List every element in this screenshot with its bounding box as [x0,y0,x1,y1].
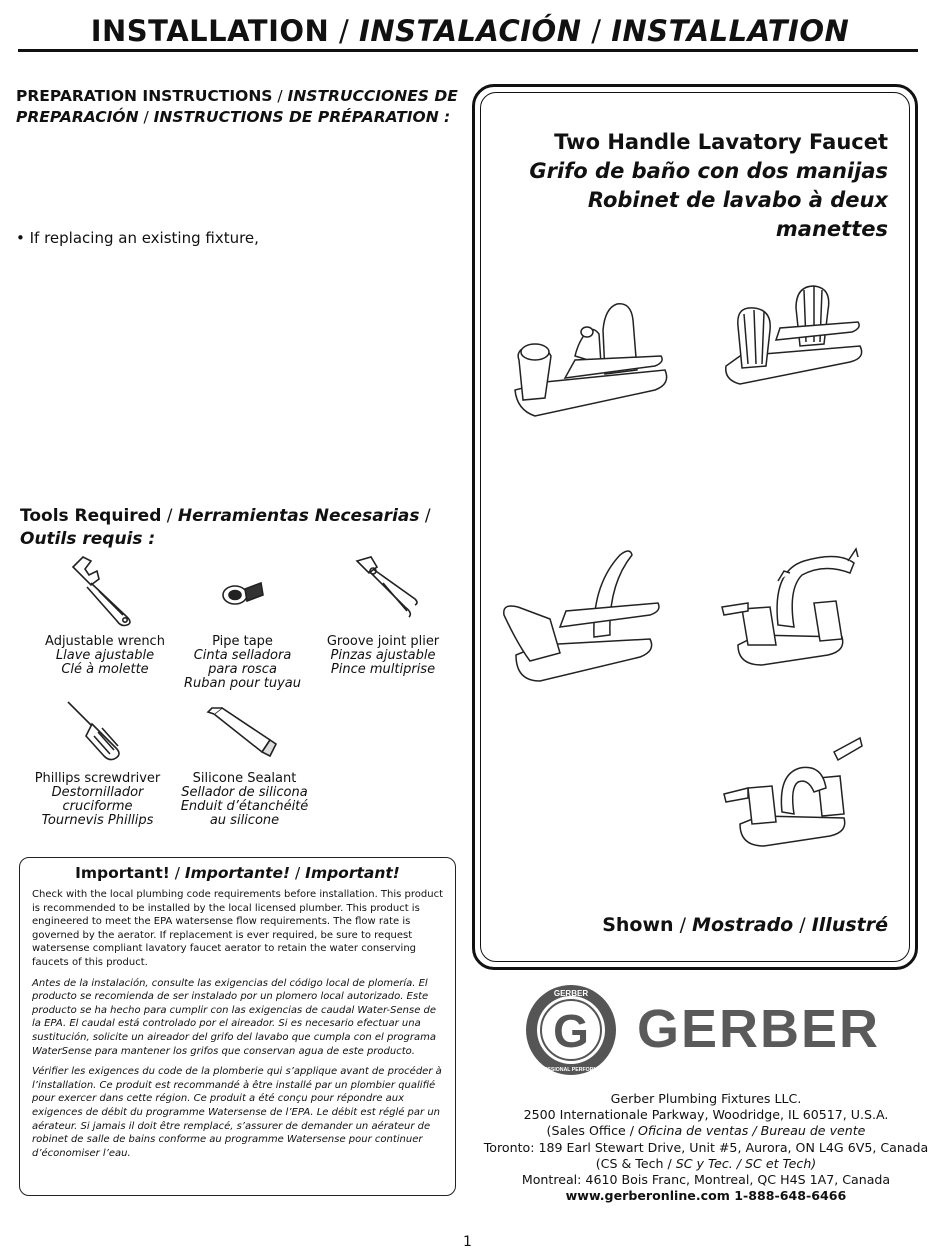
tools-heading-fr: Outils requis : [20,529,156,549]
pipe-tape-icon [203,553,283,629]
tools-heading-es: Herramientas Necesarias [177,506,420,526]
tool-silicone-sealant: Silicone Sealant Sellador de silicona Enduit d’étanchéité au silicone [172,696,317,828]
tools-heading: Tools Required / Herramientas Necesarias / Outils requis : [20,506,431,549]
prep-heading-fr: INSTRUCTIONS DE PRÉPARATION : [153,108,451,126]
shown-label: Shown / Mostrado / Illustré [602,914,888,936]
faucet-illustration-3 [500,545,670,695]
title-en: INSTALLATION [90,14,330,48]
faucet-illustration-5 [718,728,878,858]
gerber-badge-logo [524,983,618,1077]
faucet-illustration-1 [505,290,675,430]
tool-adjustable-wrench: Adjustable wrench Llave ajustable Clé à molette [30,553,180,677]
tool-groove-joint-plier: Groove joint plier Pinzas ajustable Pince multiprise [313,553,453,677]
product-title-es: Grifo de baño con dos manijas [529,159,888,183]
tool-pipe-tape: Pipe tape Cinta selladora para rosca Ruban pour tuyau [170,553,315,691]
svg-text:G: G [553,1005,589,1057]
prep-bullet: • If replacing an existing fixture, [16,229,259,247]
title-separator: / [329,14,360,48]
svg-text:PROFESSIONAL PERFORMANCE: PROFESSIONAL PERFORMANCE [529,1067,613,1073]
silicone-sealant-icon [200,696,290,766]
product-title-fr: Robinet de lavabo à deux manettes [587,188,888,241]
website-phone[interactable]: www.gerberonline.com 1-888-648-6466 [565,1188,847,1204]
svg-text:GERBER: GERBER [553,989,589,998]
header-rule [18,49,918,52]
important-text-en: Check with the local plumbing code requirements before installation. This product is recommended to be installed by the local licensed plumber. This product is engineered to meet the EPA watersense flow requirements. The flow rate is governed by the aerator. If replacement is ever required, be sure to request watersense compliant lavatory faucet aerator to retain the water conserving faucets of this product. [32,889,443,968]
product-title-en: Two Handle Lavatory Faucet [554,130,888,154]
important-notice [19,857,456,1196]
page-title [0,14,940,48]
faucet-illustration-4 [718,545,878,675]
prep-heading-es: INSTRUCCIONES DE PREPARACIÓN [16,87,458,126]
faucet-illustration-2 [720,280,870,400]
preparation-heading: PREPARATION INSTRUCTIONS / INSTRUCCIONES DE PREPARACIÓN / INSTRUCTIONS DE PRÉPARATION : [16,87,458,126]
groove-joint-plier-icon [343,553,423,629]
important-text-fr: Vérifier les exigences du code de la plomberie qui s’applique avant de procéder à l’installation. Ce produit est recommandé à être installé par un plombier qualifié pour exercer dans cette région. Ce produit a été conçu pour répondre aux exigences de débit du programme Watersense de l’EPA. Le débit est réglé par un aérateur. Si jamais il doit être remplacé, s’assurer de demander un aérateur de robinet de salle de bains conforme au programme Watersense pour continuer d’économiser l’eau. [32,1066,442,1159]
title-separator: / [581,14,612,48]
company-address: Gerber Plumbing Fixtures LLC. 2500 Internationale Parkway, Woodridge, IL 60517, U.S.A. (Sales Office / Oficina de ventas / Bureau de vente Toronto: 189 Earl Stewart Drive, Unit #5, Aurora, ON L4G 6V5, Canada (CS & Tech / SC y Tec. / SC et Tech) Montreal: 4610 Bois Franc, Montreal, QC H4S 1A7, Canada www.gerberonline.com 1-888-648-6466 [470,1091,942,1204]
important-heading: Important! / Importante! / Important! [75,864,400,882]
important-text-es: Antes de la instalación, consulte las exigencias del código local de plomería. El producto se recomienda de ser instalado por un plomero local autorizado. Este producto se ha hecho para cumplir con las exigencias de caudal Water-Sense de la EPA. El caudal está controlado por el aireador. Si es necesario efectuar una sustitución, solicite un aireador del grifo del lavabo que cumpla con el programa WaterSense para mantener los grifos que conservan agua de este producto. [32,977,437,1057]
adjustable-wrench-icon [65,553,145,629]
product-title [488,128,888,244]
tools-heading-en: Tools Required [20,506,162,526]
prep-heading-en: PREPARATION INSTRUCTIONS [16,87,273,105]
title-fr: INSTALLATION [611,14,850,48]
phillips-screwdriver-icon [58,696,138,766]
title-es: INSTALACIÓN [359,14,582,48]
gerber-wordmark: GERBER [637,999,881,1059]
tool-phillips-screwdriver: Phillips screwdriver Destornillador cruciforme Tournevis Phillips [25,696,170,828]
page-number: 1 [463,1234,472,1250]
